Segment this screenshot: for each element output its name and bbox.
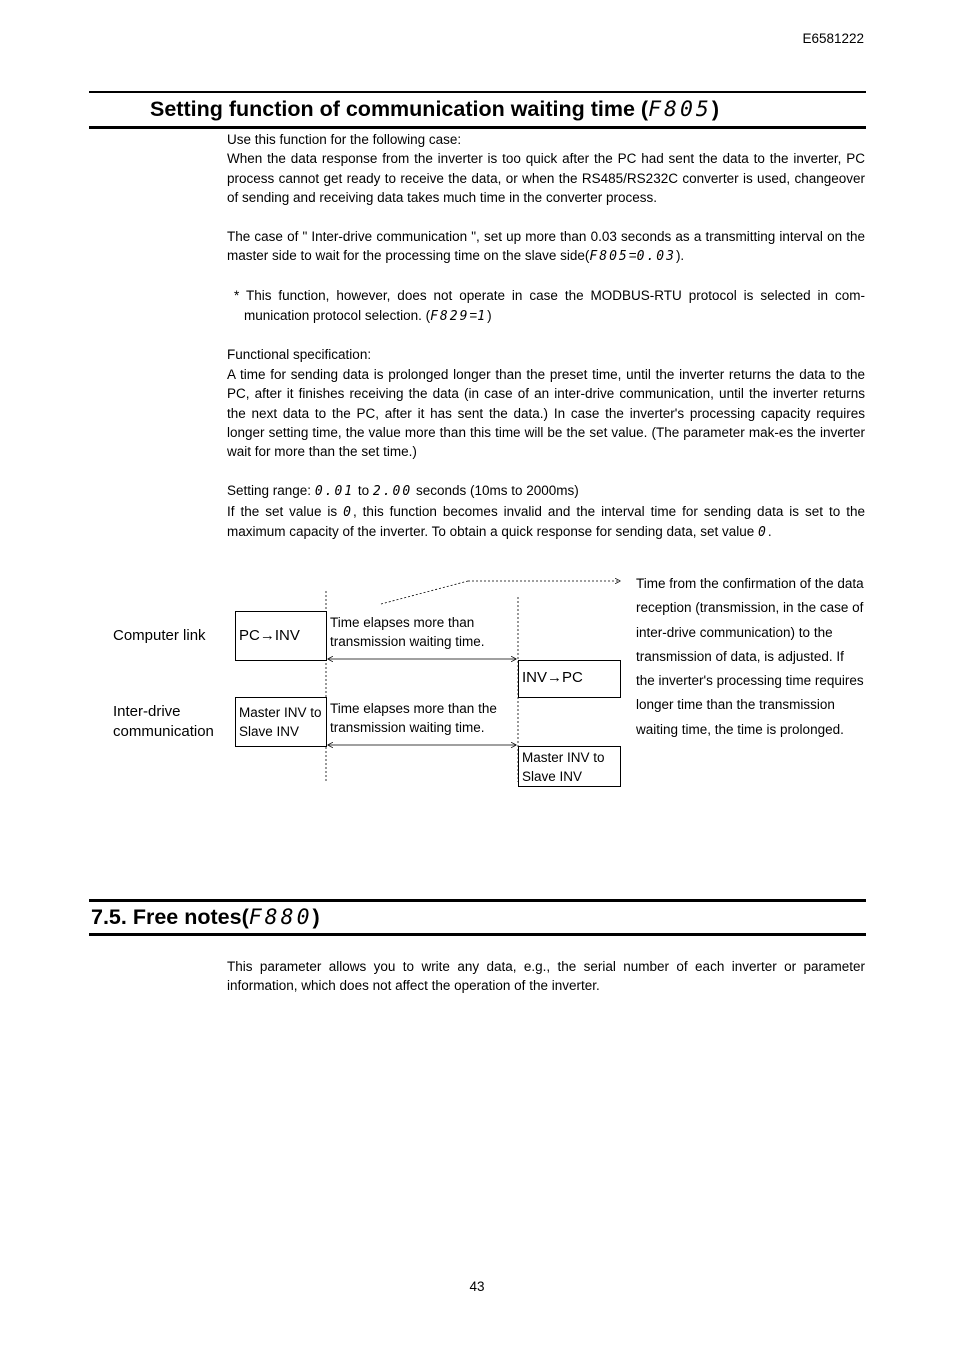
free-notes-text: This parameter allows you to write any data, e.g., the serial number of each inverter or parameter information, which does not affect the operation of the inverter. <box>227 959 865 994</box>
zero-value: 0 <box>343 504 353 520</box>
param-code: F880 <box>248 905 313 930</box>
paragraph-1: When the data response from the inverter is too quick after the PC had sent the data to the inverter, PC process cannot get ready to receive the data, or when the RS485/RS232C converter is used, changeover of sending and receiving data takes much time in the converter process. <box>227 151 865 206</box>
computer-link-label: Computer link <box>113 627 206 644</box>
spec-text: A time for sending data is prolonged longer than the preset time, until the inverter returns the data to the PC, after it finishes receiving the data (in case of an inter-drive communication, until the inverter returns the next data to the PC, after it has sent the data.) In case the inverter's processing capacity requires longer setting time, the value more than this time will be the set value. (The parameter mak-es the inverter wait for more than the set time.) <box>227 366 865 460</box>
paragraph-2: The case of " Inter-drive communication ", set up more than 0.03 seconds as a transmitting interval on the master side to wait for the processing time on the slave side(F805=0.03). <box>227 229 865 265</box>
diagram-note: Time from the confirmation of the data reception (transmission, in the case of inter-drive communication) to the transmission of data, is adjusted. If the inverter's processing time requires longer time than the transmission waiting time, the time is prolonged. <box>636 576 864 737</box>
param-code: F829 <box>430 308 470 324</box>
title-close: ) <box>312 905 320 929</box>
master-to-slave-box-1: Master INV to Slave INV <box>235 697 327 747</box>
range-min: 0.01 <box>314 484 355 500</box>
section2-underline <box>89 933 866 936</box>
setting-range: Setting range: 0.01 to 2.00 seconds (10ms to 2000ms) <box>227 483 579 500</box>
protocol-note: * This function, however, does not operate in case the MODBUS-RTU protocol is selected in com-munication protocol selection. (F829=1) <box>234 288 865 324</box>
document-id: E6581222 <box>802 31 864 46</box>
param-value: 1 <box>477 308 488 324</box>
zero-value-text: If the set value is 0, this function becomes invalid and the interval time for sending data is set to the maximum capacity of the inverter. To obtain a quick response for sending data, set value 0. <box>227 503 865 541</box>
section-title-text: Setting function of communication waiting time ( <box>150 97 649 121</box>
inter-drive-label: Inter-drive communication <box>113 703 214 740</box>
intro-text: Use this function for the following case: <box>227 132 462 147</box>
param-code: F805 <box>589 249 629 265</box>
section2-top-rule <box>89 899 866 902</box>
section2-title <box>91 905 320 930</box>
param-code: F805 <box>648 97 712 122</box>
title-close: ) <box>711 97 720 121</box>
waiting-time-text-2: Time elapses more than the transmission waiting time. <box>330 701 497 735</box>
waiting-time-text-1: Time elapses more than transmission waiting time. <box>330 615 485 649</box>
pc-to-inv-box: PC→INV <box>235 611 327 661</box>
zero-value: 0 <box>758 525 768 541</box>
inv-to-pc-box: INV→PC <box>518 660 621 698</box>
section2-body <box>227 957 865 996</box>
section2-title-text: 7.5. Free notes( <box>91 905 249 929</box>
range-max: 2.00 <box>372 484 413 500</box>
spec-heading: Functional specification: <box>227 347 372 363</box>
page-number: 43 <box>469 1279 485 1294</box>
param-value: 0.03 <box>636 249 676 265</box>
master-to-slave-box-2: Master INV to Slave INV <box>518 746 621 787</box>
